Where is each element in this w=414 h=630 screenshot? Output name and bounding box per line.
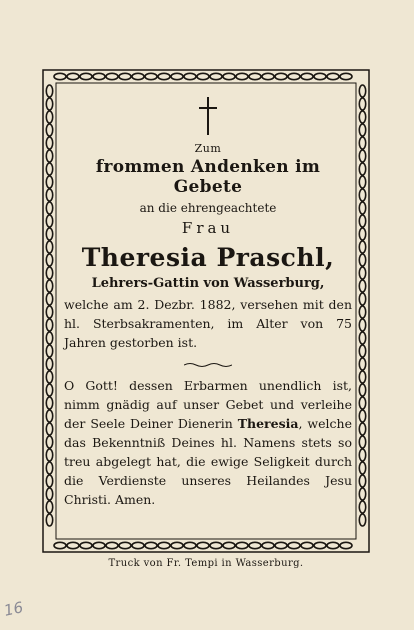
deceased-role: Lehrers-Gattin von Wasserburg, [91, 276, 325, 291]
border-link [359, 475, 365, 487]
border-link [46, 254, 52, 266]
border-link [46, 384, 52, 396]
border-link [184, 73, 196, 79]
border-link [236, 542, 248, 548]
border-link [67, 73, 79, 79]
border-link [327, 542, 339, 548]
border-link [359, 150, 365, 162]
border-link [359, 319, 365, 331]
border-link [145, 542, 157, 548]
divider-ornament [184, 362, 232, 368]
border-link [236, 73, 248, 79]
border-link [54, 542, 66, 548]
border-link [197, 542, 209, 548]
border-link [359, 345, 365, 357]
prayer-text [64, 376, 352, 509]
border-link [359, 423, 365, 435]
border-link [171, 542, 183, 548]
border-link [46, 475, 52, 487]
border-link [46, 306, 52, 318]
heading-andenken: frommen Andenken im Gebete [95, 157, 321, 197]
border-link [340, 73, 352, 79]
border-link [359, 462, 365, 474]
border-link [119, 542, 131, 548]
border-link [46, 345, 52, 357]
border-link [46, 215, 52, 227]
border-link [359, 254, 365, 266]
border-link [359, 267, 365, 279]
border-link [106, 73, 118, 79]
border-link [359, 202, 365, 214]
border-link [80, 542, 92, 548]
border-link [46, 358, 52, 370]
border-link [223, 73, 235, 79]
prayer-name: Theresia [237, 416, 299, 431]
heading-frau: Frau [181, 219, 235, 237]
border-link [46, 98, 52, 110]
border-link [275, 73, 287, 79]
border-link [46, 514, 52, 526]
border-link [46, 332, 52, 344]
border-link [359, 189, 365, 201]
border-link [314, 73, 326, 79]
border-link [46, 111, 52, 123]
border-link [262, 542, 274, 548]
border-link [262, 73, 274, 79]
border-link [119, 73, 131, 79]
border-link [132, 542, 144, 548]
border-link [359, 137, 365, 149]
border-link [359, 332, 365, 344]
border-link [288, 542, 300, 548]
border-link [46, 202, 52, 214]
deceased-name: Theresia Praschl, [81, 243, 335, 272]
border-link [80, 73, 92, 79]
border-link [46, 137, 52, 149]
border-link [46, 228, 52, 240]
border-link [359, 410, 365, 422]
border-link [301, 73, 313, 79]
border-link [93, 542, 105, 548]
border-link [359, 514, 365, 526]
border-link [46, 150, 52, 162]
border-link [359, 358, 365, 370]
border-link [314, 542, 326, 548]
border-link [223, 542, 235, 548]
border-link [359, 488, 365, 500]
card-text [64, 90, 352, 509]
border-link [158, 73, 170, 79]
border-link [359, 293, 365, 305]
border-link [359, 280, 365, 292]
border-link [359, 124, 365, 136]
border-link [46, 280, 52, 292]
border-link [288, 73, 300, 79]
border-link [359, 176, 365, 188]
border-link [327, 73, 339, 79]
border-link [46, 189, 52, 201]
border-link [54, 73, 66, 79]
heading-ehrengeachtete: an die ehrengeachtete [139, 201, 277, 215]
border-link [359, 111, 365, 123]
prayer-part-1: O Gott! dessen Erbarmen unendlich ist, nimm gnädig auf unser Gebet und verleihe der Seele Deiner Dienerin [64, 378, 352, 431]
border-link [46, 319, 52, 331]
border-link [359, 371, 365, 383]
border-link [46, 267, 52, 279]
border-link [46, 423, 52, 435]
border-link [210, 542, 222, 548]
border-link [106, 542, 118, 548]
border-link [46, 241, 52, 253]
heading-zum: Zum [194, 142, 222, 155]
border-link [46, 85, 52, 97]
cross-icon [197, 96, 219, 136]
border-link [359, 501, 365, 513]
border-link [46, 410, 52, 422]
border-link [301, 542, 313, 548]
border-link [249, 73, 261, 79]
border-link [359, 228, 365, 240]
border-link [171, 73, 183, 79]
border-link [359, 436, 365, 448]
border-link [359, 85, 365, 97]
border-link [46, 501, 52, 513]
border-link [210, 73, 222, 79]
border-link [46, 293, 52, 305]
border-link [184, 542, 196, 548]
border-link [46, 449, 52, 461]
border-link [67, 542, 79, 548]
border-link [46, 176, 52, 188]
border-link [46, 462, 52, 474]
border-link [46, 124, 52, 136]
border-link [359, 98, 365, 110]
border-link [46, 488, 52, 500]
border-link [132, 73, 144, 79]
border-link [359, 241, 365, 253]
border-link [340, 542, 352, 548]
border-link [275, 542, 287, 548]
border-link [359, 306, 365, 318]
border-link [46, 163, 52, 175]
printer-credit: Truck von Fr. Tempi in Wasserburg. [108, 558, 304, 569]
border-link [93, 73, 105, 79]
border-link [359, 384, 365, 396]
border-link [197, 73, 209, 79]
border-link [46, 436, 52, 448]
border-link [359, 397, 365, 409]
border-link [359, 215, 365, 227]
border-link [158, 542, 170, 548]
border-link [145, 73, 157, 79]
prayer-part-2: , welche das Bekenntniß Deines hl. Namens stets so treu abgelegt hat, die ewige Seligkeit durch die Verdienste unseres Heilandes Jesu Christi. Amen. [64, 416, 352, 507]
border-link [249, 542, 261, 548]
border-link [359, 163, 365, 175]
border-link [46, 371, 52, 383]
border-link [359, 449, 365, 461]
pencil-mark: 16 [2, 598, 25, 620]
border-link [46, 397, 52, 409]
death-info: welche am 2. Dezbr. 1882, versehen mit den hl. Sterbsakramenten, im Alter von 75 Jahren gestorben ist. [64, 297, 352, 350]
